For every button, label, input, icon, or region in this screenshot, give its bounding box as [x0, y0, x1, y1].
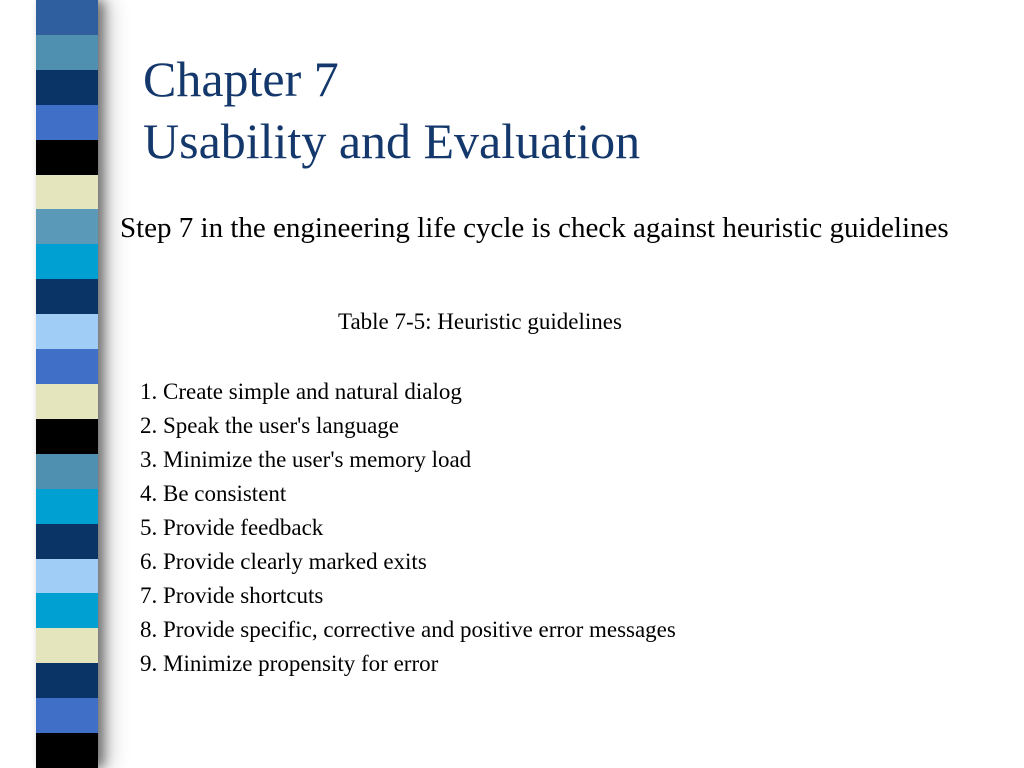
guideline-item: 3. Minimize the user's memory load [140, 447, 472, 472]
stripe-block [36, 105, 98, 140]
stripe-block [36, 140, 98, 175]
stripe-block [36, 524, 98, 559]
decorative-stripe-bar [36, 0, 98, 768]
guideline-item: 5. Provide feedback [140, 515, 324, 540]
guideline-item: 2. Speak the user's language [140, 413, 399, 438]
stripe-block [36, 663, 98, 698]
stripe-block [36, 209, 98, 244]
slide-title [143, 48, 640, 172]
stripe-block [36, 593, 98, 628]
stripe-block [36, 489, 98, 524]
left-gutter [0, 0, 36, 768]
stripe-block [36, 733, 98, 768]
stripe-block [36, 349, 98, 384]
title-line-1: Chapter 7 [143, 51, 339, 107]
stripe-block [36, 244, 98, 279]
stripe-block [36, 384, 98, 419]
guideline-list [140, 375, 676, 681]
stripe-block [36, 454, 98, 489]
stripe-block [36, 70, 98, 105]
stripe-block [36, 175, 98, 210]
guideline-item: 1. Create simple and natural dialog [140, 379, 462, 404]
stripe-block [36, 698, 98, 733]
intro-text: Step 7 in the engineering life cycle is check against heuristic guidelines [120, 212, 949, 244]
table-caption: Table 7-5: Heuristic guidelines [338, 309, 622, 334]
guideline-item: 4. Be consistent [140, 481, 287, 506]
title-line-2: Usability and Evaluation [143, 113, 641, 169]
guideline-item: 8. Provide specific, corrective and positive error messages [140, 617, 676, 642]
guideline-item: 9. Minimize propensity for error [140, 651, 439, 676]
stripe-block [36, 559, 98, 594]
stripe-block [36, 419, 98, 454]
stripe-block [36, 279, 98, 314]
guideline-item: 7. Provide shortcuts [140, 583, 324, 608]
stripe-block [36, 314, 98, 349]
stripe-block [36, 628, 98, 663]
stripe-block [36, 35, 98, 70]
guideline-item: 6. Provide clearly marked exits [140, 549, 427, 574]
stripe-block [36, 0, 98, 35]
